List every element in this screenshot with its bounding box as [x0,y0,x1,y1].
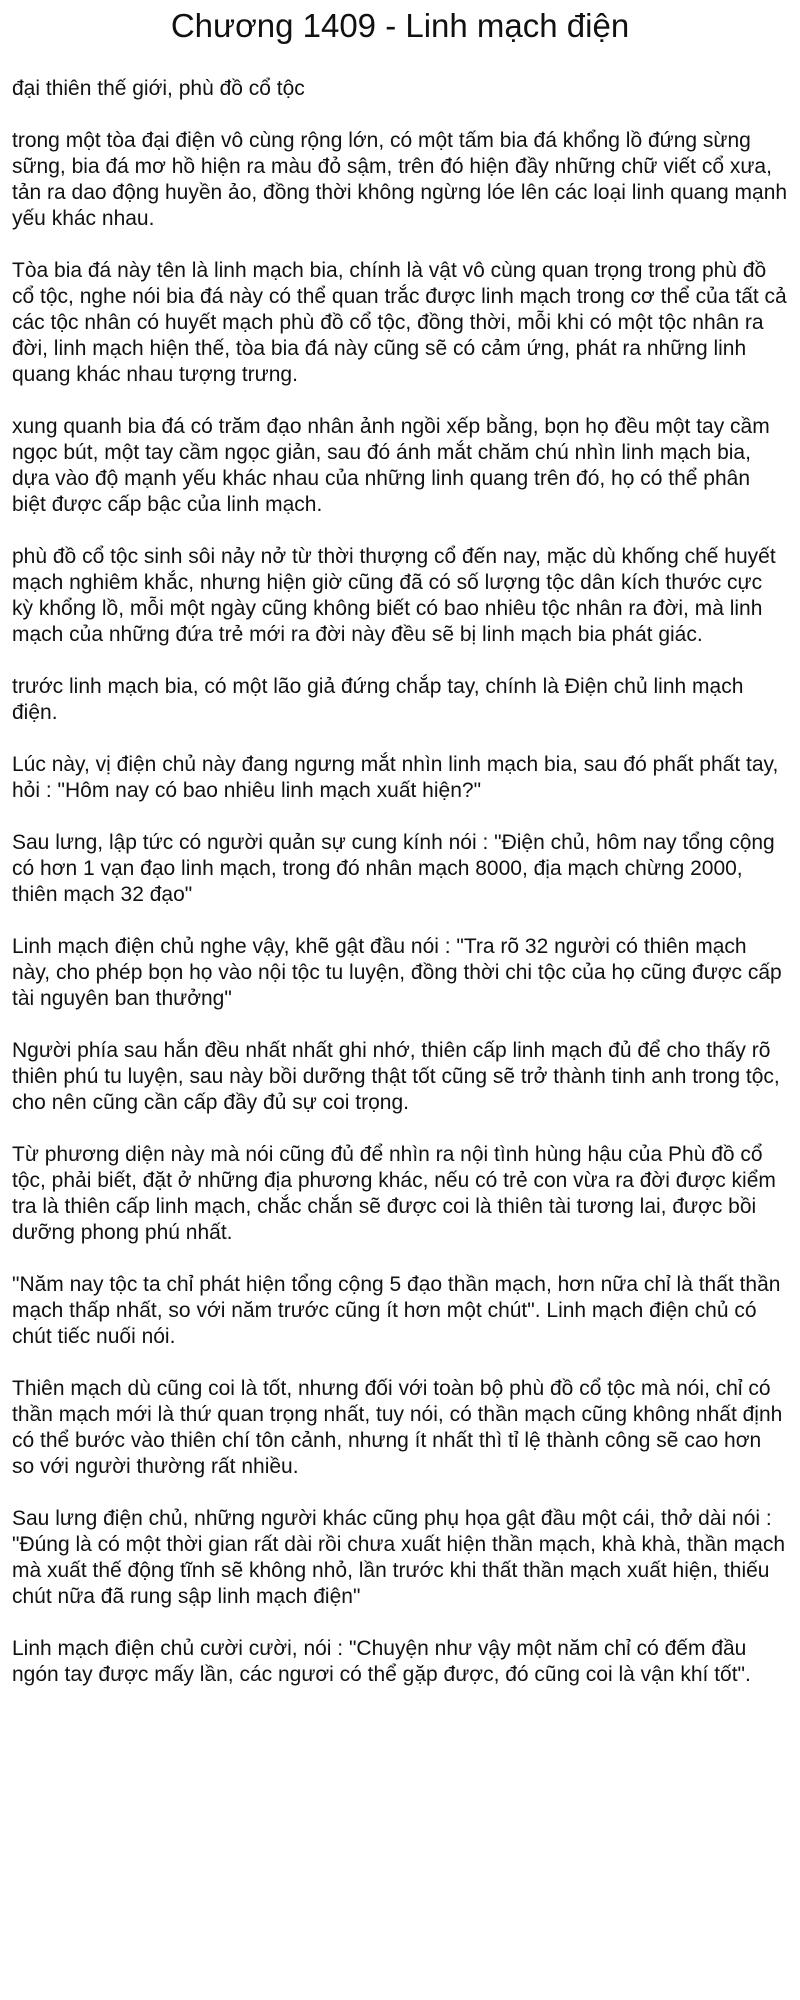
paragraph-5: phù đồ cổ tộc sinh sôi nảy nở từ thời thượng cổ đến nay, mặc dù khống chế huyết mạch nghiêm khắc, nhưng hiện giờ cũng đã có số lượng tộc dân kích thước cực kỳ khổng lồ, mỗi một ngày cũng không biết có bao nhiêu tộc nhân ra đời, mà linh mạch của những đứa trẻ mới ra đời này đều sẽ bị linh mạch bia phát giác. [12,545,776,646]
paragraph-11: Từ phương diện này mà nói cũng đủ để nhìn ra nội tình hùng hậu của Phù đồ cổ tộc, phải biết, đặt ở những địa phương khác, nếu có trẻ con vừa ra đời được kiểm tra là thiên cấp linh mạch, chắc chắn sẽ được coi là thiên tài tương lai, được bồi dưỡng phong phú nhất. [12,1143,776,1244]
chapter-title: Chương 1409 - Linh mạch điện [170,7,630,44]
paragraph-14: Sau lưng điện chủ, những người khác cũng phụ họa gật đầu một cái, thở dài nói : "Đúng là có một thời gian rất dài rồi chưa xuất hiện thần mạch, khà khà, thần mạch mà xuất thế động tĩnh sẽ không nhỏ, lần trước khi thất thần mạch xuất hiện, thiếu chút nữa đã rung sập linh mạch điện" [12,1507,786,1608]
chapter-body [12,76,788,1688]
paragraph-4: xung quanh bia đá có trăm đạo nhân ảnh ngồi xếp bằng, bọn họ đều một tay cầm ngọc bút, một tay cầm ngọc giản, sau đó ánh mắt chăm chú nhìn linh mạch bia, dựa vào độ mạnh yếu khác nhau của những linh quang trên đó, họ có thể phân biệt được cấp bậc của linh mạch. [12,415,770,516]
paragraph-7: Lúc này, vị điện chủ này đang ngưng mắt nhìn linh mạch bia, sau đó phất phất tay, hỏi : "Hôm nay có bao nhiêu linh mạch xuất hiện?" [12,753,779,802]
paragraph-9: Linh mạch điện chủ nghe vậy, khẽ gật đầu nói : "Tra rõ 32 người có thiên mạch này, cho phép bọn họ vào nội tộc tu luyện, đồng thời chi tộc của họ cũng được cấp tài nguyên ban thưởng" [12,935,782,1010]
paragraph-15: Linh mạch điện chủ cười cười, nói : "Chuyện như vậy một năm chỉ có đếm đầu ngón tay được mấy lần, các ngươi có thể gặp được, đó cũng coi là vận khí tốt". [12,1637,751,1686]
paragraph-3: Tòa bia đá này tên là linh mạch bia, chính là vật vô cùng quan trọng trong phù đồ cổ tộc, nghe nói bia đá này có thể quan trắc được linh mạch trong cơ thể của tất cả các tộc nhân có huyết mạch phù đồ cổ tộc, đồng thời, mỗi khi có một tộc nhân ra đời, linh mạch hiện thế, tòa bia đá này cũng sẽ có cảm ứng, phát ra những linh quang khác nhau tượng trưng. [12,259,787,386]
paragraph-1: đại thiên thế giới, phù đồ cổ tộc [12,77,305,100]
paragraph-6: trước linh mạch bia, có một lão giả đứng chắp tay, chính là Điện chủ linh mạch điện. [12,675,744,724]
paragraph-8: Sau lưng, lập tức có người quản sự cung kính nói : "Điện chủ, hôm nay tổng cộng có hơn 1 vạn đạo linh mạch, trong đó nhân mạch 8000, địa mạch chừng 2000, thiên mạch 32 đạo" [12,831,775,906]
paragraph-13: Thiên mạch dù cũng coi là tốt, nhưng đối với toàn bộ phù đồ cổ tộc mà nói, chỉ có thần mạch mới là thứ quan trọng nhất, tuy nói, có thần mạch cũng không nhất định có thể bước vào thiên chí tôn cảnh, nhưng ít nhất thì tỉ lệ thành công sẽ cao hơn so với người thường rất nhiều. [12,1377,783,1478]
paragraph-10: Người phía sau hắn đều nhất nhất ghi nhớ, thiên cấp linh mạch đủ để cho thấy rõ thiên phú tu luyện, sau này bồi dưỡng thật tốt cũng sẽ trở thành tinh anh trong tộc, cho nên cũng cần cấp đầy đủ sự coi trọng. [12,1039,780,1114]
paragraph-2: trong một tòa đại điện vô cùng rộng lớn, có một tấm bia đá khổng lồ đứng sừng sững, bia đá mơ hồ hiện ra màu đỏ sậm, trên đó hiện đầy những chữ viết cổ xưa, tản ra dao động huyền ảo, đồng thời không ngừng lóe lên các loại linh quang mạnh yếu khác nhau. [12,129,788,230]
paragraph-12: "Năm nay tộc ta chỉ phát hiện tổng cộng 5 đạo thần mạch, hơn nữa chỉ là thất thần mạch thấp nhất, so với năm trước cũng ít hơn một chút". Linh mạch điện chủ có chút tiếc nuối nói. [12,1273,781,1348]
